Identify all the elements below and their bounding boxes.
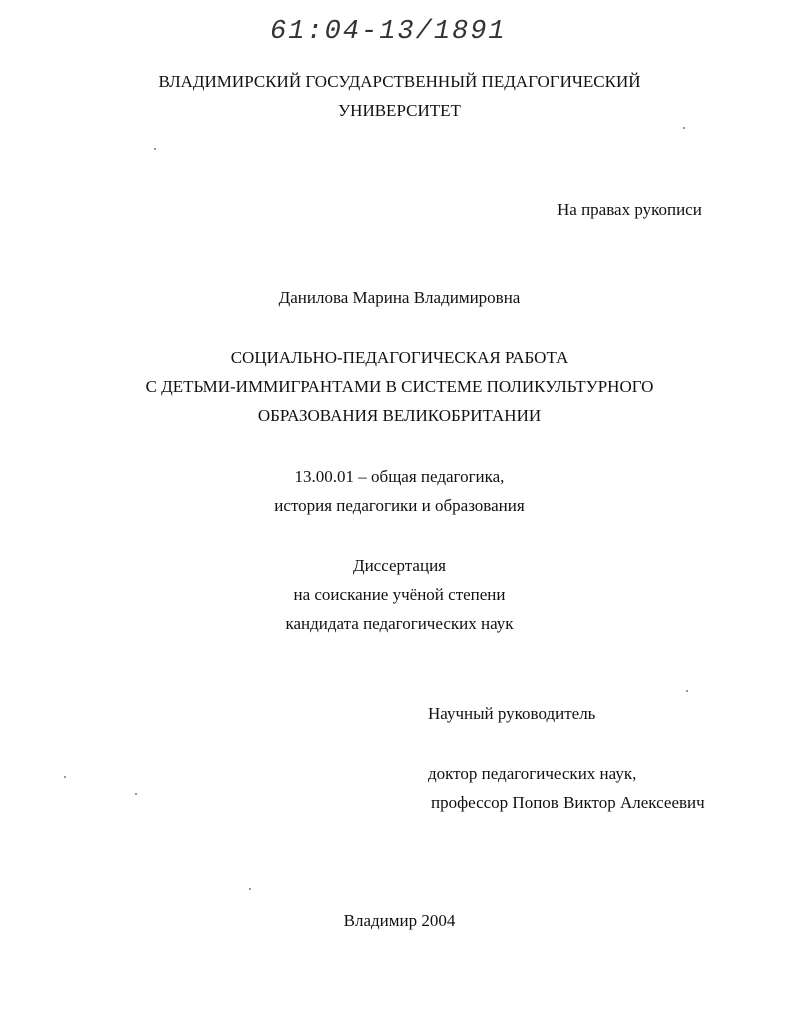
scan-speck bbox=[135, 793, 137, 795]
university-name-line1: ВЛАДИМИРСКИЙ ГОСУДАРСТВЕННЫЙ ПЕДАГОГИЧЕСКИЙ bbox=[158, 72, 641, 91]
supervisor-name: профессор Попов Виктор Алексеевич bbox=[431, 793, 705, 812]
scan-speck bbox=[64, 776, 66, 778]
city-year: Владимир 2004 bbox=[343, 911, 456, 930]
thesis-title-line3: ОБРАЗОВАНИЯ ВЕЛИКОБРИТАНИИ bbox=[257, 406, 542, 425]
degree-line2: на соискание учёной степени bbox=[293, 585, 506, 604]
archive-number-stamp: 61:04-13/1891 bbox=[270, 17, 507, 47]
thesis-title-line2: С ДЕТЬМИ-ИММИГРАНТАМИ В СИСТЕМЕ ПОЛИКУЛЬТУРНОГО bbox=[145, 377, 654, 396]
specialty-line2: история педагогики и образования bbox=[274, 496, 525, 515]
manuscript-note: На правах рукописи bbox=[557, 200, 702, 219]
scan-speck bbox=[686, 690, 688, 692]
supervisor-degree: доктор педагогических наук, bbox=[428, 764, 637, 783]
university-name-line2: УНИВЕРСИТЕТ bbox=[338, 101, 461, 120]
scan-speck bbox=[154, 148, 156, 150]
scan-speck bbox=[249, 888, 251, 890]
scan-speck bbox=[683, 127, 685, 129]
thesis-title-line1: СОЦИАЛЬНО-ПЕДАГОГИЧЕСКАЯ РАБОТА bbox=[230, 348, 569, 367]
supervisor-label: Научный руководитель bbox=[428, 704, 596, 723]
author-name: Данилова Марина Владимировна bbox=[278, 288, 521, 307]
degree-line1: Диссертация bbox=[352, 556, 446, 575]
degree-line3: кандидата педагогических наук bbox=[285, 614, 514, 633]
specialty-line1: 13.00.01 – общая педагогика, bbox=[294, 467, 505, 486]
